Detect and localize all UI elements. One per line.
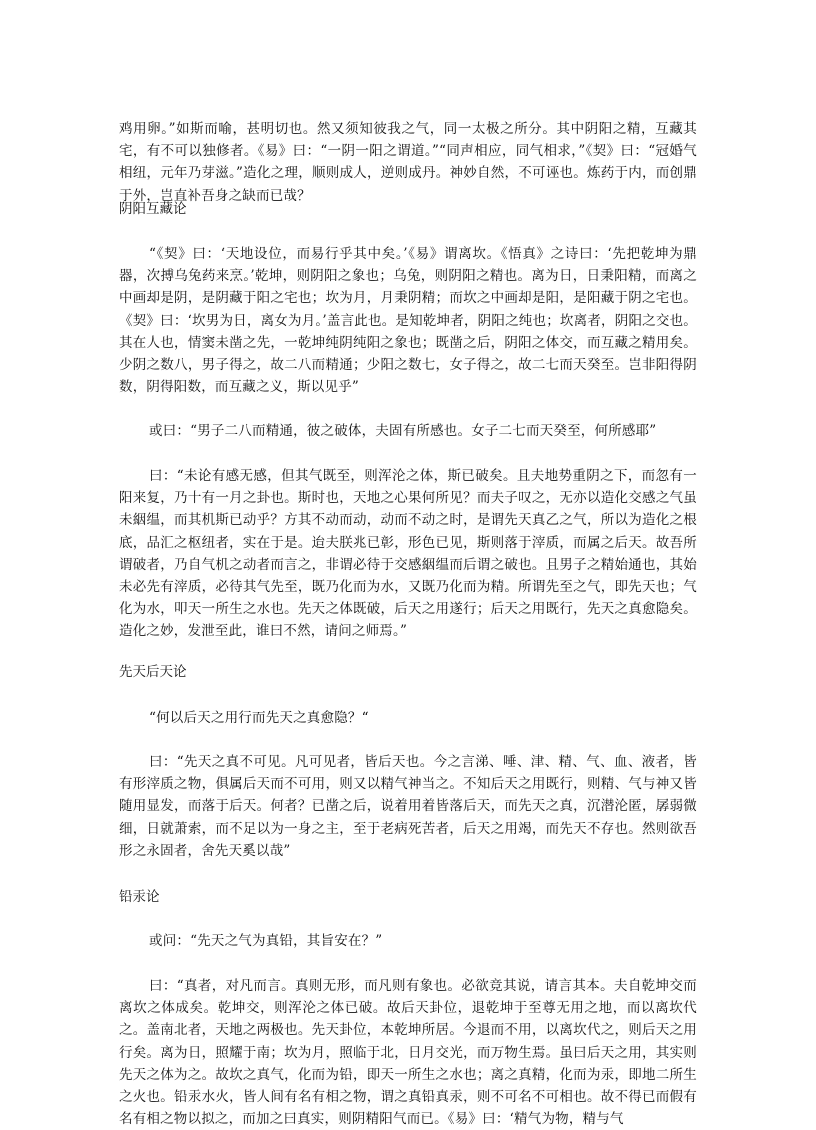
intro-paragraph: 鸡用卵。”如斯而喻，甚明切也。然又须知彼我之气，同一太极之所分。其中阴阳之精，互藏其宅，有不可以独修者。《易》曰：“一阴一阳之谓道。”“同声相应，同气相求，”《契》曰：“冠婚气相纽，元年乃芽滋。”造化之理，顺则成人，逆则成丹。神妙自然，不可诬也。炼药于内，而创鼎于外，岂直补吾身之缺而已哉？: [119, 121, 697, 204]
section-heading-xiantian: 先天后天论: [119, 664, 187, 680]
section-qiangong-paragraph-1: 或问：“先天之气为真铅，其旨安在？”: [149, 933, 383, 949]
section-yinyang-paragraph-2: 或曰：“男子二八而精通，彼之破体，夫固有所感也。女子二七而天癸至，何所感耶”: [149, 423, 657, 439]
section-yinyang-paragraph-3: 曰：“未论有感无感，但其气既至，则浑沦之体，斯已破矣。且夫地势重阴之下，而忽有一阳来复，乃十有一月之卦也。斯时也，天地之心果何所见？而夫子叹之，无亦以造化交感之气虽未絪缊，而其机斯已动乎？方其不动而动，动而不动之时，是谓先天真乙之气，所以为造化之根底，品汇之枢纽者，实在于是。迨夫朕兆已彰，形色已见，斯则落于滓质，而属之后天。故吾所谓破者，乃自气机之动者而言之，非谓必待于交感絪缊而后谓之破也。且男子之精始通也，其始未必先有滓质，必待其气先至，既乃化而为水，又既乃化而为精。所谓先至之气，即先天也；气化为水，叩天一所生之水也。先天之体既破，后天之用遂行；后天之用既行，先天之真愈隐矣。造化之妙，发泄至此，谁曰不然，请问之师焉。”: [119, 468, 697, 640]
section-heading-qiangong: 铅汞论: [119, 889, 160, 905]
section-qiangong-paragraph-2: 曰：“真者，对凡而言。真则无形，而凡则有象也。必欲竞其说，请言其本。夫自乾坤交而离坎之体成矣。乾坤交，则浑沦之体已破。故后天卦位，退乾坤于至尊无用之地，而以离坎代之。盖南北者，天地之两极也。先天卦位，本乾坤所居。今退而不用，以离坎代之，则后天之用行矣。离为日，照耀于南；坎为月，照临于北，日月交光，而万物生焉。虽曰后天之用，其实则先天之体为之。故坎之真气，化而为铅，即天一所生之水也；离之真精，化而为汞，即地二所生之火也。铅汞水火，皆人间有名有相之物，谓之真铅真汞，则不可名不可相也。故不得已而假有名有相之物以拟之，而加之曰真实，则阴精阳气而已。《易》曰：‘精气为物，精与气: [119, 978, 697, 1128]
section-xiantian-paragraph-2: 曰：“先天之真不可见。凡可见者，皆后天也。今之言涕、唾、津、精、气、血、液者，皆有形滓质之物，俱属后天而不可用，则又以精气神当之。不知后天之用既行，则精、气与神又皆随用显发，而落于后天。何者？已凿之后，说着用着皆落后天，而先天之真，沉潜沦匿，孱弱微细，日就萧索，而不足以为一身之主，至于老病死苦者，后天之用竭，而先天不存也。然则欲吾形之永固者，舍先天奚以哉”: [119, 754, 697, 859]
section-heading-yinyang: 阴阳互藏论: [119, 201, 187, 217]
section-xiantian-paragraph-1: “何以后天之用行而先天之真愈隐？“: [149, 710, 369, 726]
section-yinyang-paragraph-1: “《契》曰：‘天地设位，而易行乎其中矣。’《易》谓离坎。《悟真》之诗曰：‘先把乾坤为鼎器，次搏乌兔药来烹。’乾坤，则阴阳之象也；乌兔，则阴阳之精也。离为日，日秉阳精，而离之中画却是阴，是阴藏于阳之宅也；坎为月，月秉阴精；而坎之中画却是阳，是阳藏于阴之宅也。《契》曰：‘坎男为日，离女为月。’盖言此也。是知乾坤者，阴阳之纯也；坎离者，阴阳之交也。其在人也，情窦未凿之先，一乾坤纯阴纯阳之象也；既凿之后，阴阳之体交，而互藏之精用矣。少阴之数八，男子得之，故二八而精通；少阳之数七，女子得之，故二七而天癸至。岂非阳得阴数，阴得阳数，而互藏之义，斯以见乎”: [119, 246, 697, 396]
